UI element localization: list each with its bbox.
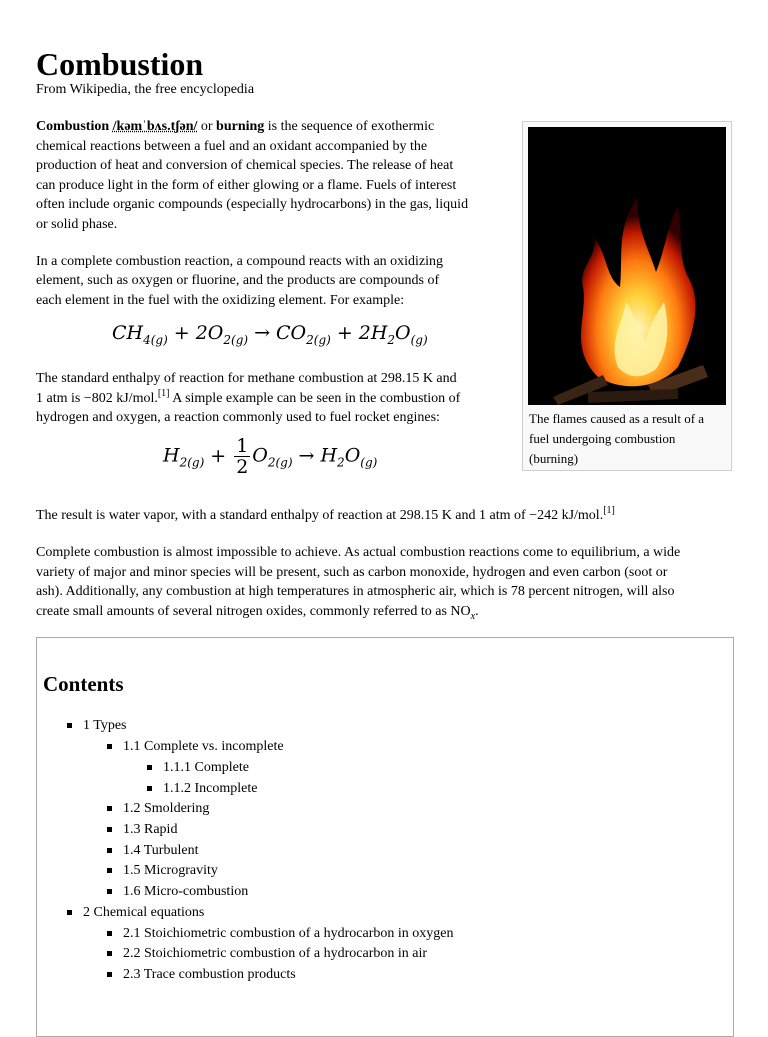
- term-combustion: Combustion: [36, 119, 110, 134]
- eq2-frac-num: 1: [236, 435, 249, 457]
- eq1-arrow: →: [254, 322, 270, 344]
- hydrogen-combustion-equation: [163, 436, 377, 477]
- citation-link-1[interactable]: [1]: [157, 388, 170, 399]
- table-of-contents: [36, 637, 734, 1037]
- eq1-o: O: [395, 322, 411, 344]
- nox-subscript: x: [470, 610, 476, 622]
- incomplete-line-2: variety of major and minor species will be present, such as carbon monoxide, hydrogen and even carbon (soot or: [36, 565, 668, 580]
- incomplete-line-4-end: .: [475, 604, 479, 619]
- toc-item-1-5[interactable]: 1.5 Microgravity: [123, 863, 218, 878]
- toc-item-1[interactable]: 1 Types: [83, 718, 127, 733]
- eq1-plus-2: +: [336, 322, 353, 344]
- eq2-h: H: [163, 444, 180, 467]
- toc-item-2-1[interactable]: 2.1 Stoichiometric combustion of a hydrocarbon in oxygen: [123, 926, 454, 941]
- eq2-h2: H: [320, 444, 338, 467]
- eq1-plus-1: +: [173, 322, 190, 344]
- intro-line-5: often include organic compounds (especially hydrocarbons) in the gas, liquid: [36, 197, 469, 212]
- incomplete-line-1: Complete combustion is almost impossible to achieve. As actual combustion reactions come to equilibrium, a wide: [36, 545, 681, 560]
- incomplete-line-3: ash). Additionally, any combustion at high temperatures in atmospheric air, which is 78 percent nitrogen, will also: [36, 584, 675, 599]
- caption-line-3: (burning): [529, 451, 579, 466]
- complete-line-1: In a complete combustion reaction, a compound reacts with an oxidizing: [36, 254, 444, 269]
- toc-item-1-1-1[interactable]: 1.1.1 Complete: [163, 760, 249, 775]
- eq1-co: CO: [276, 322, 307, 344]
- incomplete-line-4: [36, 602, 479, 626]
- eq2-h-sub: 2(g): [179, 455, 205, 470]
- intro-line-6: or solid phase.: [36, 217, 118, 232]
- page-title: Combustion: [36, 46, 204, 82]
- eq1-o2-sub: 2(g): [223, 333, 249, 347]
- intro-line-4: can produce light in the form of either glowing or a flame. Fuels of interest: [36, 178, 457, 193]
- result-text: The result is water vapor, with a standard enthalpy of reaction at 298.15 K and 1 atm of −242 kJ/mol.: [36, 508, 604, 523]
- enthalpy-line-2: [36, 389, 460, 409]
- eq2-arrow: →: [298, 444, 315, 467]
- flame-figure: [522, 121, 732, 471]
- methane-combustion-equation: [112, 322, 428, 347]
- toc-item-1-1[interactable]: 1.1 Complete vs. incomplete: [123, 739, 284, 754]
- enthalpy-line-2-rest: A simple example can be seen in the combustion of: [169, 391, 461, 406]
- eq1-ch-sub: 4(g): [143, 333, 168, 347]
- eq2-plus: +: [210, 444, 227, 467]
- page-subtitle: From Wikipedia, the free encyclopedia: [36, 82, 255, 97]
- toc-item-1-3[interactable]: 1.3 Rapid: [123, 822, 178, 837]
- intro-line-3: production of heat and conversion of chemical species. The release of heat: [36, 158, 454, 173]
- toc-item-2-2[interactable]: 2.2 Stoichiometric combustion of a hydrocarbon in air: [123, 946, 428, 961]
- eq2-o: O: [252, 444, 268, 467]
- figure-caption: [529, 409, 727, 469]
- result-paragraph: [36, 506, 615, 526]
- caption-line-2: fuel undergoing combustion: [529, 431, 676, 446]
- toc-item-1-1-2[interactable]: 1.1.2 Incomplete: [163, 781, 258, 796]
- toc-item-1-2[interactable]: 1.2 Smoldering: [123, 801, 210, 816]
- term-burning: burning: [216, 119, 265, 134]
- complete-line-3: each element in the fuel with the oxidizing element. For example:: [36, 293, 405, 308]
- intro-line-2: chemical reactions between a fuel and an oxidant accompanied by the: [36, 139, 428, 154]
- toc-item-1-6[interactable]: 1.6 Micro-combustion: [123, 884, 249, 899]
- eq2-fraction: [234, 436, 250, 477]
- intro-line-1: [36, 117, 434, 137]
- eq1-h2: 2H: [358, 322, 388, 344]
- toc-heading: Contents: [43, 672, 124, 696]
- eq1-h2-sub: 2: [387, 333, 396, 347]
- citation-link-2[interactable]: [1]: [603, 505, 615, 516]
- enthalpy-line-3: hydrogen and oxygen, a reaction commonly used to fuel rocket engines:: [36, 410, 440, 425]
- enthalpy-line-1: The standard enthalpy of reaction for methane combustion at 298.15 K and: [36, 371, 457, 386]
- eq1-co-sub: 2(g): [306, 333, 331, 347]
- caption-line-1: The flames caused as a result of a: [529, 411, 705, 426]
- enthalpy-value: 1 atm is −802 kJ/mol.: [36, 391, 158, 406]
- toc-item-2[interactable]: 2 Chemical equations: [83, 905, 205, 920]
- ipa-pronunciation-link[interactable]: /kəmˈbʌs.tʃən/: [112, 119, 198, 134]
- eq2-frac-den: 2: [236, 456, 249, 478]
- incomplete-line-4-text: create small amounts of several nitrogen oxides, commonly referred to as NO: [36, 604, 471, 619]
- eq1-o-sub: (g): [410, 333, 428, 347]
- complete-line-2: element, such as oxygen or fluorine, and the products are compounds of: [36, 273, 440, 288]
- intro-line-1-rest: is the sequence of exothermic: [264, 119, 435, 134]
- flame-image[interactable]: [528, 127, 726, 405]
- eq2-o-prod: O: [344, 444, 361, 467]
- toc-item-1-4[interactable]: 1.4 Turbulent: [123, 843, 199, 858]
- eq1-o2: 2O: [195, 322, 224, 344]
- eq2-o-prod-sub: (g): [360, 455, 378, 470]
- eq2-o-sub: 2(g): [267, 455, 293, 470]
- eq2-h2-sub: 2: [337, 455, 345, 470]
- eq1-ch: CH: [112, 322, 144, 344]
- intro-or-text: or: [197, 119, 217, 134]
- toc-item-2-3[interactable]: 2.3 Trace combustion products: [123, 967, 296, 982]
